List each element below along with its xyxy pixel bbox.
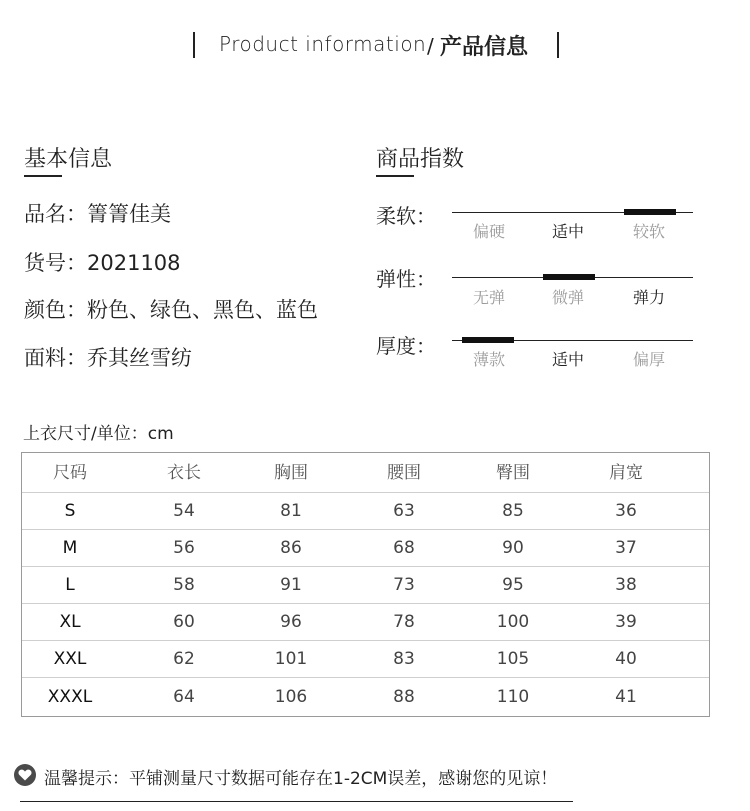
table-cell: 95 (502, 575, 524, 595)
info-row-color (24, 294, 318, 324)
table-cell: 62 (173, 649, 195, 669)
table-row (22, 493, 709, 530)
info-key: 颜色： (24, 298, 87, 322)
product-index-underline (376, 175, 414, 177)
index-option: 偏硬 (473, 222, 506, 241)
basic-info-title: 基本信息 (24, 147, 113, 172)
table-cell: 96 (280, 612, 302, 632)
table-header-row (22, 453, 709, 493)
index-option: 偏厚 (633, 350, 666, 369)
table-cell: 85 (502, 501, 524, 521)
index-option: 较软 (633, 222, 666, 241)
header-en-title: Product information (219, 32, 427, 56)
header-separator: / (427, 34, 434, 58)
index-label: 柔软： (376, 204, 436, 228)
index-label: 弹性： (376, 267, 436, 291)
table-cell: XXXL (47, 687, 93, 707)
table-header-cell: 尺码 (53, 463, 87, 483)
index-marker (462, 337, 514, 343)
info-key: 品名： (24, 202, 87, 226)
table-cell: 86 (280, 538, 302, 558)
info-value: 粉色、绿色、黑色、蓝色 (87, 298, 318, 322)
table-header-cell: 胸围 (274, 463, 308, 483)
table-header-cell: 腰围 (387, 463, 421, 483)
table-cell: 73 (393, 575, 415, 595)
table-cell: 88 (393, 687, 415, 707)
info-value: 箐箐佳美 (87, 202, 171, 226)
index-option: 薄款 (473, 350, 506, 369)
table-cell: 63 (393, 501, 415, 521)
index-option: 适中 (552, 350, 585, 369)
header-left-bar (193, 32, 195, 58)
info-value: 乔其丝雪纺 (87, 346, 192, 370)
size-table-caption: 上衣尺寸/单位：cm (23, 424, 174, 444)
table-row (22, 604, 709, 641)
info-key: 面料： (24, 346, 87, 370)
table-cell: 100 (496, 612, 530, 632)
page-header (0, 30, 750, 60)
table-cell: 58 (173, 575, 195, 595)
table-cell: XXL (53, 649, 87, 669)
info-key: 货号： (24, 251, 87, 275)
table-cell: 37 (615, 538, 637, 558)
table-cell: 90 (502, 538, 524, 558)
table-cell: 91 (280, 575, 302, 595)
table-cell: M (62, 538, 78, 558)
table-cell: 39 (615, 612, 637, 632)
header-right-bar (557, 32, 559, 58)
index-option: 微弹 (552, 288, 585, 307)
table-cell: 54 (173, 501, 195, 521)
table-header-cell: 肩宽 (609, 463, 643, 483)
table-cell: 40 (615, 649, 637, 669)
table-cell: 83 (393, 649, 415, 669)
table-cell: L (65, 575, 75, 595)
tip-text: 温馨提示：平铺测量尺寸数据可能存在1-2CM误差，感谢您的见谅！ (44, 769, 558, 789)
info-row-sku (24, 247, 181, 277)
info-row-name (24, 198, 171, 228)
table-cell: 105 (496, 649, 530, 669)
product-index-title: 商品指数 (376, 147, 465, 172)
table-cell: 41 (615, 687, 637, 707)
table-cell: 56 (173, 538, 195, 558)
table-row (22, 530, 709, 567)
index-marker (543, 274, 595, 280)
index-option: 适中 (552, 222, 585, 241)
table-cell: 36 (615, 501, 637, 521)
table-row (22, 678, 709, 716)
basic-info-underline (24, 175, 62, 177)
table-cell: 68 (393, 538, 415, 558)
table-cell: 78 (393, 612, 415, 632)
header-cn-title: 产品信息 (440, 35, 529, 60)
index-option: 弹力 (633, 288, 666, 307)
table-cell: 60 (173, 612, 195, 632)
table-cell: 110 (496, 687, 530, 707)
table-header-cell: 衣长 (167, 463, 201, 483)
table-header-cell: 臀围 (496, 463, 530, 483)
table-cell: 106 (274, 687, 308, 707)
table-cell: 101 (274, 649, 308, 669)
table-cell: 64 (173, 687, 195, 707)
table-row (22, 641, 709, 678)
index-marker (624, 209, 676, 215)
table-cell: S (64, 501, 76, 521)
index-option: 无弹 (473, 288, 506, 307)
table-cell: 81 (280, 501, 302, 521)
table-row (22, 567, 709, 604)
heart-icon (14, 764, 36, 786)
table-cell: XL (59, 612, 81, 632)
index-label: 厚度： (376, 334, 436, 358)
table-cell: 38 (615, 575, 637, 595)
size-table (21, 452, 710, 717)
info-row-fabric (24, 342, 192, 372)
tip-underline (20, 801, 573, 802)
info-value: 2021108 (87, 251, 181, 275)
